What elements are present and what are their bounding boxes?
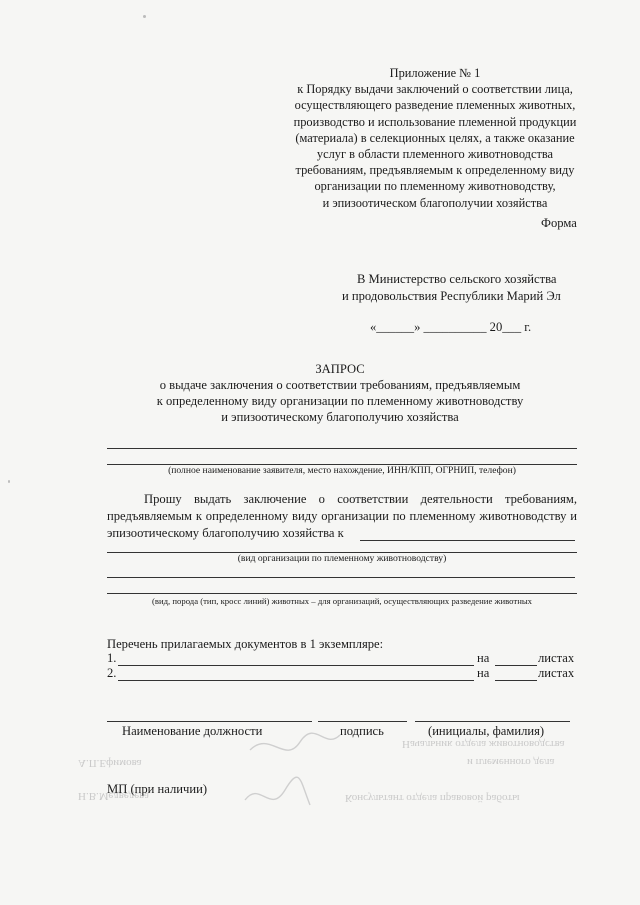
addressee-line: и продовольствия Республики Марий Эл xyxy=(342,289,561,303)
document-item-on: на xyxy=(477,651,490,665)
document-item-field[interactable] xyxy=(118,680,474,681)
appendix-line: и эпизоотическом благополучии хозяйства xyxy=(322,195,548,210)
document-title: ЗАПРОС xyxy=(315,362,365,376)
signature-label: подпись xyxy=(340,724,384,738)
addressee-line: В Министерство сельского хозяйства xyxy=(357,272,557,286)
scan-speck xyxy=(8,480,10,483)
organization-field[interactable] xyxy=(360,540,575,541)
document-item-field[interactable] xyxy=(118,665,474,666)
signature-field[interactable] xyxy=(318,721,407,722)
initials-label: (инициалы, фамилия) xyxy=(428,724,545,738)
appendix-line: организации по племенному животноводству, xyxy=(314,179,556,194)
ghost-text: Начальник отдела животноводства xyxy=(402,738,565,750)
document-item-number: 1. xyxy=(107,651,117,665)
title-subline: о выдаче заключения о соответствии требованиям, предъявляемым xyxy=(159,378,521,392)
appendix-header xyxy=(270,65,600,211)
ghost-text: и племенного дела xyxy=(467,756,555,768)
initials-field[interactable] xyxy=(415,721,570,722)
request-paragraph: Прошу выдать заключение о соответствии деятельности требованиям, предъявляемым к определенному виду организации по племенному животноводству и эпизоотическому благополучию хозяйства к xyxy=(107,492,577,540)
title-subline: к определенному виду организации по племенному животноводству xyxy=(156,394,524,408)
org-type-caption: (вид организации по племенному животноводству) xyxy=(237,553,447,564)
animals-field[interactable] xyxy=(107,593,577,594)
ghost-text: Н.В.Медведева xyxy=(78,790,150,802)
appendix-line: осуществляющего разведение племенных животных, xyxy=(294,98,576,113)
position-label: Наименование должности xyxy=(122,724,263,738)
document-item-sheets: листах xyxy=(538,666,575,680)
document-item-on: на xyxy=(477,666,490,680)
stamp-label: МП (при наличии) xyxy=(107,782,208,796)
appendix-line: производство и использование племенной продукции xyxy=(293,114,577,129)
animals-field[interactable] xyxy=(107,577,575,578)
document-item-sheets: листах xyxy=(538,651,575,665)
document-sheets-field[interactable] xyxy=(495,680,537,681)
position-field[interactable] xyxy=(107,721,312,722)
scan-speck xyxy=(143,15,146,18)
ghost-text: Консультант отдела правовой работы xyxy=(345,792,520,804)
animals-caption: (вид, порода (тип, кросс линий) животных – для организаций, осуществляющих разведение животных xyxy=(151,596,533,606)
appendix-line: к Порядку выдачи заключений о соответствии лица, xyxy=(297,82,573,97)
appendix-line: (материала) в селекционных целях, а также оказание xyxy=(295,130,575,145)
appendix-line: требованиям, предъявляемым к определенному виду xyxy=(295,163,575,178)
document-item-number: 2. xyxy=(107,666,117,680)
documents-heading: Перечень прилагаемых документов в 1 экземпляре: xyxy=(107,637,384,651)
title-subline: и эпизоотическому благополучию хозяйства xyxy=(221,410,459,424)
applicant-field[interactable] xyxy=(107,448,577,449)
document-sheets-field[interactable] xyxy=(495,665,537,666)
date-field[interactable]: «______» __________ 20___ г. xyxy=(370,320,532,334)
appendix-line: услуг в области племенного животноводства xyxy=(316,147,554,162)
ghost-text: А.П.Ефимова xyxy=(78,757,142,769)
appendix-line: Приложение № 1 xyxy=(389,66,481,80)
applicant-caption: (полное наименование заявителя, место нахождение, ИНН/КПП, ОГРНИП, телефон) xyxy=(168,465,516,476)
form-label: Форма xyxy=(541,216,577,230)
